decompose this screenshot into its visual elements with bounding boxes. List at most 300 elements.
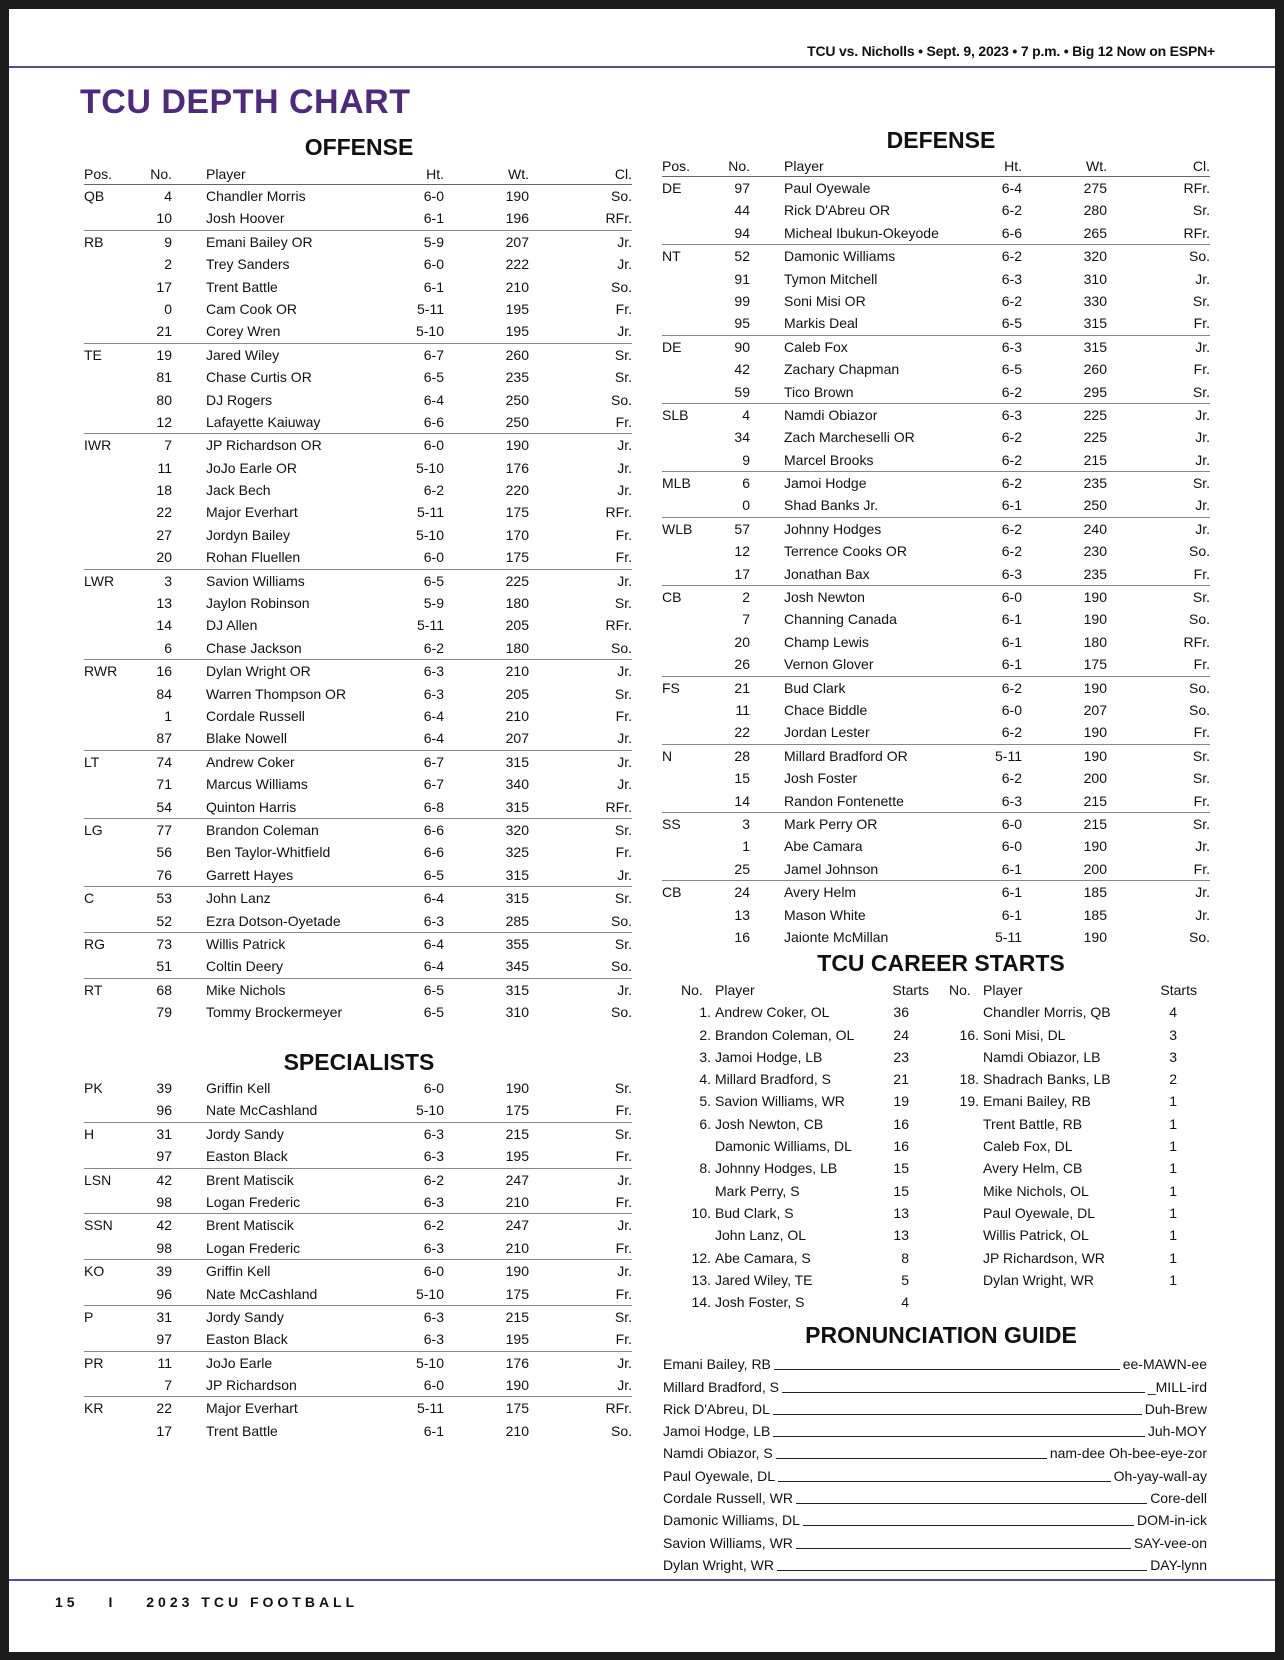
cell-cl: Sr. xyxy=(1192,202,1210,219)
cell-ht: 6-2 xyxy=(423,482,444,499)
starts-row xyxy=(681,1113,929,1135)
cell-no: 39 xyxy=(156,1263,172,1280)
cell-no: 42 xyxy=(156,1217,172,1234)
cell-name: Corey Wren xyxy=(206,323,281,340)
cell-ht: Ht. xyxy=(426,166,444,182)
cell-wt: 295 xyxy=(1083,383,1107,400)
table-row xyxy=(84,955,632,977)
starts-row xyxy=(949,1135,1197,1157)
table-row xyxy=(84,276,632,298)
cell-ht: 6-2 xyxy=(1001,724,1022,741)
cell-ht: 6-3 xyxy=(423,1148,444,1165)
cell-name: Player xyxy=(784,158,824,174)
cell-pos: LSN xyxy=(84,1171,112,1188)
pronunciation-leader-line xyxy=(796,1548,1131,1549)
cell-wt: 320 xyxy=(505,821,529,838)
cell-cl: So. xyxy=(1188,543,1210,560)
table-row xyxy=(84,433,632,456)
cell-no: 1 xyxy=(742,838,750,855)
cell-cl: Sr. xyxy=(614,890,632,907)
starts-player: John Lanz, OL xyxy=(715,1227,807,1244)
cell-name: Randon Fontenette xyxy=(784,792,904,809)
cell-cl: Sr. xyxy=(614,346,632,363)
starts-row xyxy=(949,1202,1197,1224)
table-row xyxy=(84,1305,632,1328)
cell-name: DJ Allen xyxy=(206,617,258,634)
cell-name: Tommy Brockermeyer xyxy=(206,1004,343,1021)
cell-no: 84 xyxy=(156,685,172,702)
cell-no: 74 xyxy=(156,753,172,770)
cell-wt: 195 xyxy=(505,1148,529,1165)
cell-ht: 5-11 xyxy=(417,300,444,317)
pronunciation-say: Duh-Brew xyxy=(1144,1400,1207,1417)
table-row xyxy=(84,366,632,388)
cell-ht: 6-2 xyxy=(423,1217,444,1234)
cell-wt: 207 xyxy=(1083,701,1107,718)
cell-no: 53 xyxy=(156,890,172,907)
starts-row xyxy=(681,1157,929,1179)
starts-player: Millard Bradford, S xyxy=(715,1071,831,1088)
table-row xyxy=(84,185,632,207)
cell-name: Easton Black xyxy=(206,1148,288,1165)
table-row xyxy=(84,253,632,275)
table-row xyxy=(84,886,632,909)
defense-table xyxy=(662,156,1210,948)
cell-ht: 5-9 xyxy=(423,233,444,250)
cell-cl: Jr. xyxy=(617,1263,632,1280)
cell-name: Mark Perry OR xyxy=(784,815,878,832)
table-row xyxy=(84,569,632,592)
starts-col-starts: Starts xyxy=(892,982,929,998)
cell-name: Logan Frederic xyxy=(206,1239,301,1256)
cell-cl: Fr. xyxy=(615,1239,632,1256)
cell-ht: 6-2 xyxy=(1001,475,1022,492)
table-row xyxy=(84,1122,632,1145)
pronunciation-row xyxy=(663,1441,1207,1463)
cell-ht: 6-3 xyxy=(1001,565,1022,582)
table-header-row xyxy=(662,156,1210,177)
cell-wt: 222 xyxy=(505,256,529,273)
cell-ht: 6-3 xyxy=(423,1193,444,1210)
cell-wt: 315 xyxy=(505,798,529,815)
cell-no: 14 xyxy=(156,617,172,634)
cell-no: No. xyxy=(150,166,172,182)
cell-no: 79 xyxy=(156,1004,172,1021)
table-row xyxy=(662,199,1210,221)
table-row xyxy=(84,818,632,841)
cell-cl: RFr. xyxy=(605,798,632,815)
starts-row xyxy=(949,1068,1197,1090)
cell-ht: 6-3 xyxy=(1001,338,1022,355)
cell-cl: Fr. xyxy=(1193,860,1210,877)
table-row xyxy=(84,343,632,366)
footer-rule xyxy=(9,1579,1275,1581)
cell-cl: Jr. xyxy=(1195,838,1210,855)
table-row xyxy=(662,585,1210,608)
cell-wt: 210 xyxy=(505,1193,529,1210)
cell-no: 26 xyxy=(734,656,750,673)
pronunciation-say: Juh-MOY xyxy=(1147,1423,1207,1440)
header-rule xyxy=(9,66,1275,68)
starts-starts: 2 xyxy=(1169,1071,1177,1088)
cell-ht: 5-11 xyxy=(417,617,444,634)
cell-ht: 6-5 xyxy=(423,572,444,589)
cell-wt: Wt. xyxy=(508,166,529,182)
cell-name: Jaionte McMillan xyxy=(784,928,889,945)
cell-cl: Sr. xyxy=(614,595,632,612)
cell-wt: 190 xyxy=(505,1377,529,1394)
cell-name: John Lanz xyxy=(206,890,271,907)
cell-name: Ezra Dotson-Oyetade xyxy=(206,912,341,929)
cell-ht: 6-6 xyxy=(423,413,444,430)
cell-pos: PR xyxy=(84,1354,104,1371)
starts-player: JP Richardson, WR xyxy=(983,1249,1105,1266)
table-header-row xyxy=(84,164,632,185)
cell-name: Nate McCashland xyxy=(206,1285,318,1302)
cell-cl: Fr. xyxy=(1193,361,1210,378)
cell-ht: 6-7 xyxy=(423,776,444,793)
cell-name: Major Everhart xyxy=(206,1400,298,1417)
cell-pos: N xyxy=(662,747,673,764)
cell-name: Easton Black xyxy=(206,1331,288,1348)
cell-wt: 175 xyxy=(1083,656,1107,673)
footer-separator: I xyxy=(108,1594,117,1610)
cell-wt: 190 xyxy=(505,188,529,204)
cell-ht: 6-0 xyxy=(423,437,444,454)
starts-row xyxy=(949,1224,1197,1246)
starts-player: Dylan Wright, WR xyxy=(983,1271,1094,1288)
starts-row xyxy=(681,1202,929,1224)
cell-ht: 6-2 xyxy=(1001,520,1022,537)
cell-wt: 355 xyxy=(505,935,529,952)
cell-ht: 6-7 xyxy=(423,346,444,363)
cell-name: Soni Misi OR xyxy=(784,292,866,309)
cell-no: 90 xyxy=(734,338,750,355)
starts-header-row xyxy=(949,979,1197,1001)
cell-ht: 6-0 xyxy=(423,256,444,273)
table-row xyxy=(662,290,1210,312)
cell-cl: Jr. xyxy=(617,572,632,589)
pronunciation-name: Emani Bailey, RB xyxy=(663,1356,771,1373)
cell-name: Jonathan Bax xyxy=(784,565,870,582)
table-row xyxy=(84,501,632,523)
page xyxy=(9,9,1275,1652)
cell-name: Brandon Coleman xyxy=(206,821,319,838)
table-row xyxy=(84,1191,632,1213)
table-row xyxy=(84,614,632,636)
table-row xyxy=(84,705,632,727)
cell-wt: 235 xyxy=(1083,475,1107,492)
cell-ht: 6-6 xyxy=(423,821,444,838)
cell-ht: 6-3 xyxy=(423,1308,444,1325)
starts-starts: 16 xyxy=(893,1115,909,1132)
starts-starts: 23 xyxy=(893,1048,909,1065)
cell-pos: PK xyxy=(84,1080,103,1096)
starts-player: Namdi Obiazor, LB xyxy=(983,1048,1101,1065)
cell-pos: NT xyxy=(662,248,681,265)
cell-no: 91 xyxy=(734,270,750,287)
cell-name: Coltin Deery xyxy=(206,958,284,975)
cell-ht: 6-2 xyxy=(1001,679,1022,696)
cell-cl: Fr. xyxy=(1193,656,1210,673)
cell-ht: 6-0 xyxy=(1001,838,1022,855)
cell-name: Player xyxy=(206,166,246,182)
starts-col-no: No. xyxy=(681,982,703,998)
cell-cl: Jr. xyxy=(617,459,632,476)
cell-ht: 5-11 xyxy=(995,928,1022,945)
table-row xyxy=(84,207,632,229)
cell-name: Avery Helm xyxy=(784,884,857,901)
cell-ht: 6-2 xyxy=(423,1171,444,1188)
cell-wt: 265 xyxy=(1083,224,1107,241)
cell-no: 24 xyxy=(734,884,750,901)
pronunciation-leader-line xyxy=(774,1369,1120,1370)
cell-no: 59 xyxy=(734,383,750,400)
cell-pos: IWR xyxy=(84,437,112,454)
cell-ht: 5-10 xyxy=(415,1285,444,1302)
pronunciation-row xyxy=(663,1352,1207,1374)
starts-player: Josh Foster, S xyxy=(715,1294,805,1311)
cell-name: Major Everhart xyxy=(206,504,298,521)
cell-wt: 190 xyxy=(1083,679,1107,696)
cell-cl: Fr. xyxy=(615,1331,632,1348)
cell-name: Brent Matiscik xyxy=(206,1217,294,1234)
cell-name: Cordale Russell xyxy=(206,707,305,724)
cell-name: Tymon Mitchell xyxy=(784,270,878,287)
cell-wt: 235 xyxy=(1083,565,1107,582)
cell-cl: So. xyxy=(610,188,632,204)
table-row xyxy=(662,608,1210,630)
cell-name: Jordy Sandy xyxy=(206,1308,284,1325)
cell-name: Jaylon Robinson xyxy=(206,595,310,612)
cell-wt: 195 xyxy=(505,1331,529,1348)
cell-name: Damonic Williams xyxy=(784,248,896,265)
cell-name: Brent Matiscik xyxy=(206,1171,294,1188)
offense-table xyxy=(84,164,632,1023)
page-title: TCU DEPTH CHART xyxy=(80,83,411,121)
starts-player: Damonic Williams, DL xyxy=(715,1138,852,1155)
cell-no: 6 xyxy=(742,475,750,492)
table-row xyxy=(662,471,1210,494)
cell-ht: 6-2 xyxy=(1001,543,1022,560)
cell-name: Tico Brown xyxy=(784,383,854,400)
cell-wt: 315 xyxy=(505,981,529,998)
cell-no: 54 xyxy=(156,798,172,815)
cell-wt: 240 xyxy=(1083,520,1107,537)
cell-ht: 5-11 xyxy=(417,504,444,521)
pronunciation-name: Namdi Obiazor, S xyxy=(663,1445,773,1462)
cell-cl: So. xyxy=(1188,701,1210,718)
cell-ht: 6-5 xyxy=(1001,315,1022,332)
cell-wt: 340 xyxy=(505,776,529,793)
pronunciation-name: Savion Williams, WR xyxy=(663,1534,793,1551)
cell-cl: Jr. xyxy=(1195,906,1210,923)
starts-row xyxy=(949,1247,1197,1269)
cell-name: Zach Marcheselli OR xyxy=(784,429,915,446)
cell-cl: Cl. xyxy=(1192,158,1210,174)
cell-name: JoJo Earle OR xyxy=(206,459,298,476)
cell-name: Emani Bailey OR xyxy=(206,233,313,250)
cell-cl: Jr. xyxy=(617,482,632,499)
table-row xyxy=(662,653,1210,675)
cell-cl: So. xyxy=(610,912,632,929)
cell-wt: 210 xyxy=(505,663,529,680)
starts-no: 2. xyxy=(699,1026,711,1043)
cell-wt: 190 xyxy=(1083,747,1107,764)
starts-starts: 1 xyxy=(1169,1093,1177,1110)
table-row xyxy=(84,1374,632,1396)
cell-cl: Sr. xyxy=(1192,475,1210,492)
starts-no: 3. xyxy=(699,1048,711,1065)
cell-no: 44 xyxy=(734,202,750,219)
pronunciation-name: Dylan Wright, WR xyxy=(663,1556,774,1573)
table-row xyxy=(84,773,632,795)
cell-wt: 225 xyxy=(505,572,529,589)
cell-no: 22 xyxy=(156,1400,172,1417)
cell-no: 76 xyxy=(156,866,172,883)
table-row xyxy=(84,727,632,749)
cell-name: Zachary Chapman xyxy=(784,361,900,378)
cell-no: 10 xyxy=(156,210,172,227)
cell-cl: Fr. xyxy=(615,844,632,861)
cell-cl: Sr. xyxy=(1192,747,1210,764)
cell-ht: 6-4 xyxy=(423,707,444,724)
cell-name: Champ Lewis xyxy=(784,633,869,650)
cell-ht: 6-2 xyxy=(1001,451,1022,468)
cell-cl: Sr. xyxy=(1192,815,1210,832)
table-row xyxy=(84,230,632,253)
cell-wt: 250 xyxy=(505,413,529,430)
cell-cl: Jr. xyxy=(1195,451,1210,468)
cell-name: Bud Clark xyxy=(784,679,846,696)
cell-pos: C xyxy=(84,890,95,907)
cell-wt: 260 xyxy=(505,346,529,363)
cell-no: 11 xyxy=(735,701,750,718)
table-row xyxy=(84,1001,632,1023)
table-row xyxy=(662,858,1210,880)
cell-wt: 215 xyxy=(1083,815,1107,832)
cell-cl: So. xyxy=(1188,928,1210,945)
cell-name: Jordy Sandy xyxy=(206,1125,284,1142)
pronunciation-row xyxy=(663,1419,1207,1441)
cell-cl: So. xyxy=(610,391,632,408)
cell-cl: Jr. xyxy=(1195,884,1210,901)
table-row xyxy=(662,177,1210,199)
cell-pos: QB xyxy=(84,188,105,204)
pronunciation-name: Damonic Williams, DL xyxy=(663,1512,800,1529)
cell-wt: 247 xyxy=(505,1217,529,1234)
starts-col-no: No. xyxy=(949,982,971,998)
cell-pos: KR xyxy=(84,1400,104,1417)
cell-wt: 210 xyxy=(505,1239,529,1256)
cell-wt: 315 xyxy=(1083,315,1107,332)
cell-no: 22 xyxy=(734,724,750,741)
table-row xyxy=(84,796,632,818)
cell-cl: Sr. xyxy=(1192,292,1210,309)
table-row xyxy=(84,1351,632,1374)
cell-cl: Jr. xyxy=(1195,497,1210,514)
footer xyxy=(55,1594,358,1610)
starts-no: 6. xyxy=(699,1115,711,1132)
cell-no: 95 xyxy=(734,315,750,332)
cell-name: Andrew Coker xyxy=(206,753,295,770)
table-row xyxy=(662,268,1210,290)
table-row xyxy=(662,563,1210,585)
table-row xyxy=(84,841,632,863)
table-row xyxy=(662,517,1210,540)
cell-wt: 315 xyxy=(505,890,529,907)
cell-ht: 5-11 xyxy=(995,747,1022,764)
cell-no: 2 xyxy=(164,256,172,273)
cell-ht: 6-5 xyxy=(1001,361,1022,378)
cell-cl: So. xyxy=(1188,611,1210,628)
cell-wt: 175 xyxy=(505,504,529,521)
pronunciation-say: Core-dell xyxy=(1150,1490,1207,1507)
cell-wt: 215 xyxy=(505,1125,529,1142)
starts-row xyxy=(681,1224,929,1246)
cell-no: 56 xyxy=(156,844,172,861)
cell-cl: Sr. xyxy=(1192,383,1210,400)
cell-name: Dylan Wright OR xyxy=(206,663,311,680)
cell-name: Chandler Morris xyxy=(206,188,306,204)
cell-name: Jamel Johnson xyxy=(784,860,879,877)
starts-row xyxy=(949,1090,1197,1112)
cell-wt: 310 xyxy=(505,1004,529,1021)
starts-starts: 24 xyxy=(893,1026,909,1043)
cell-cl: Cl. xyxy=(614,166,632,182)
cell-ht: 6-4 xyxy=(1001,180,1022,196)
cell-ht: 6-1 xyxy=(1001,884,1022,901)
starts-row xyxy=(949,1269,1197,1291)
cell-ht: 6-2 xyxy=(1001,383,1022,400)
starts-player: Mike Nichols, OL xyxy=(983,1182,1089,1199)
cell-no: 14 xyxy=(734,792,750,809)
cell-wt: 180 xyxy=(505,595,529,612)
cell-ht: 6-4 xyxy=(423,890,444,907)
cell-ht: 6-3 xyxy=(423,1239,444,1256)
cell-ht: 6-1 xyxy=(1001,611,1022,628)
cell-name: Johnny Hodges xyxy=(784,520,882,537)
cell-cl: RFr. xyxy=(605,617,632,634)
cell-name: Nate McCashland xyxy=(206,1102,318,1119)
cell-ht: 6-2 xyxy=(1001,248,1022,265)
cell-cl: Jr. xyxy=(617,1217,632,1234)
cell-cl: Jr. xyxy=(617,1377,632,1394)
cell-cl: Fr. xyxy=(615,300,632,317)
cell-pos: LWR xyxy=(84,572,115,589)
cell-wt: 176 xyxy=(505,1354,529,1371)
starts-no: 12. xyxy=(691,1249,711,1266)
cell-cl: So. xyxy=(610,1422,632,1439)
cell-ht: 5-9 xyxy=(423,595,444,612)
starts-starts: 4 xyxy=(1169,1004,1177,1021)
cell-cl: Fr. xyxy=(615,526,632,543)
cell-name: Micheal Ibukun-Okeyode xyxy=(784,224,939,241)
cell-no: 34 xyxy=(734,429,750,446)
cell-pos: RB xyxy=(84,233,104,250)
cell-wt: 225 xyxy=(1083,429,1107,446)
cell-name: Paul Oyewale xyxy=(784,180,871,196)
cell-no: 7 xyxy=(742,611,750,628)
cell-no: 2 xyxy=(742,589,750,606)
cell-ht: 6-6 xyxy=(423,844,444,861)
cell-no: 57 xyxy=(734,520,750,537)
cell-ht: 5-10 xyxy=(415,323,444,340)
cell-name: Caleb Fox xyxy=(784,338,848,355)
cell-no: 21 xyxy=(734,679,750,696)
cell-pos: RWR xyxy=(84,663,118,680)
cell-ht: 6-1 xyxy=(1001,906,1022,923)
